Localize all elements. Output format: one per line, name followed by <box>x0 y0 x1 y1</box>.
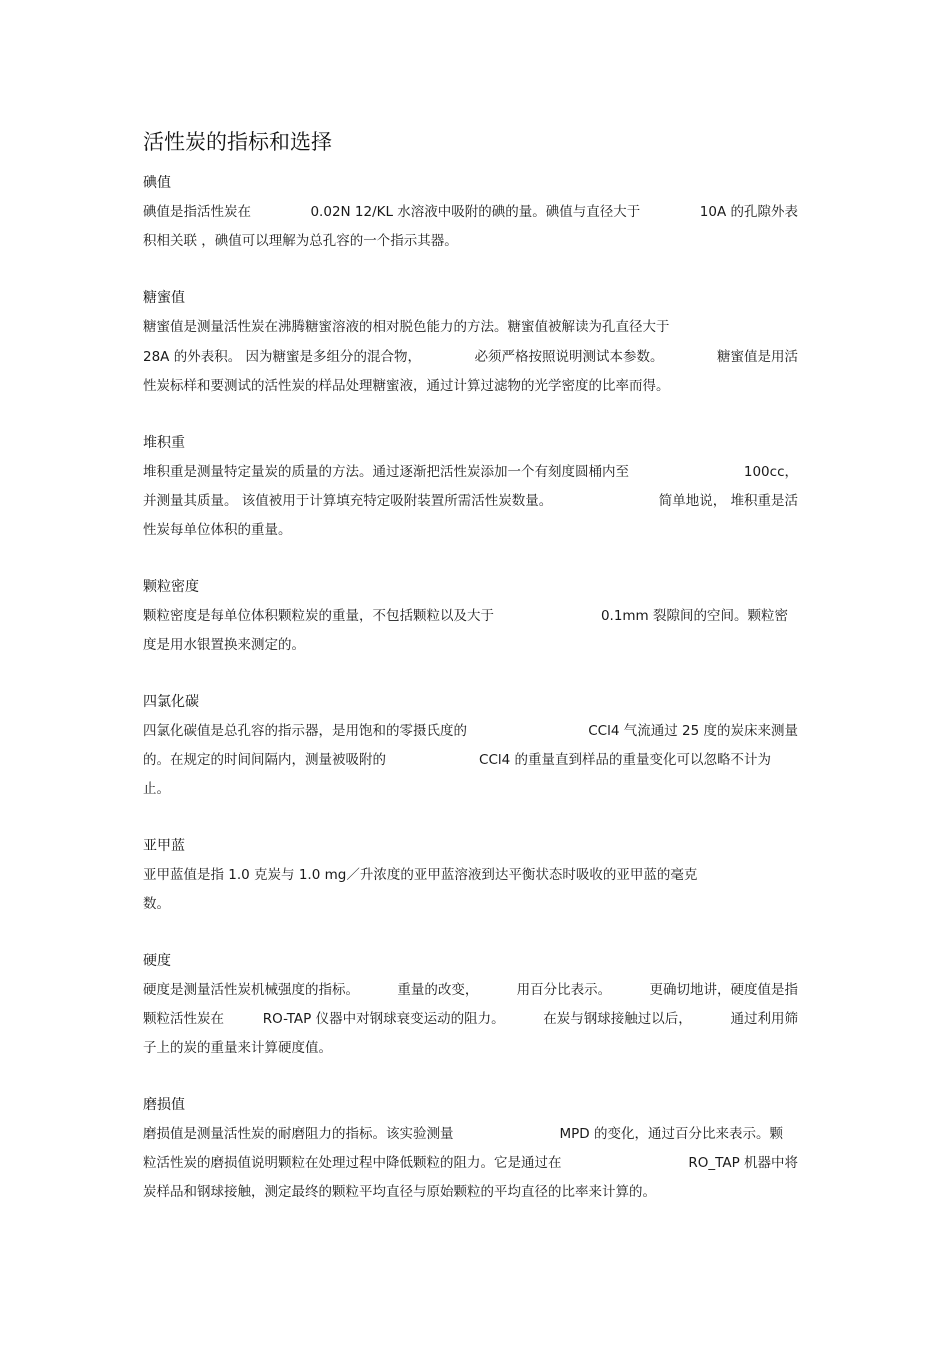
text-segment: 积相关联 ，碘值可以理解为总孔容的一个指示其器。 <box>143 233 458 249</box>
text-segment: 100cc， <box>743 464 798 480</box>
paragraph-line <box>143 750 771 779</box>
paragraph-line <box>143 606 788 635</box>
section-iodine-value <box>143 173 803 260</box>
text-segment: CCl4 气流通过 25 度的炭床来测量 <box>588 723 798 739</box>
text-segment: 颗粒密度是每单位体积颗粒炭的重量，不包括颗粒以及大于 <box>143 608 494 624</box>
section-heading: 磨损值 <box>143 1097 185 1113</box>
text-segment: 在炭与钢球接触过以后， <box>543 1011 692 1027</box>
text-segment: 止。 <box>143 781 170 797</box>
paragraph-line <box>143 1009 798 1038</box>
text-segment: MPD 的变化，通过百分比来表示。颗 <box>559 1126 783 1142</box>
section-heading: 碘值 <box>143 175 171 191</box>
text-segment: 粒活性炭的磨损值说明颗粒在处理过程中降低颗粒的阻力。它是通过在 <box>143 1155 562 1171</box>
paragraph-line <box>143 980 798 1009</box>
section-bulk-density <box>143 433 803 549</box>
text-segment: 28A 的外表积。 因为糖蜜是多组分的混合物， <box>143 349 421 365</box>
section-heading: 颗粒密度 <box>143 579 199 595</box>
paragraph-line <box>143 520 803 549</box>
section-abrasion-value <box>143 1095 803 1211</box>
text-segment: RO_TAP 机器中将 <box>688 1155 798 1171</box>
paragraph-line <box>143 779 803 808</box>
text-segment: RO-TAP 仪器中对钢球衰变运动的阻力。 <box>262 1011 505 1027</box>
text-segment: 糖蜜值是测量活性炭在沸腾糖蜜溶液的相对脱色能力的方法。糖蜜值被解读为孔直径大于 <box>143 319 670 335</box>
text-segment: 10A 的孔隙外表 <box>699 204 798 220</box>
paragraph-line <box>143 635 803 664</box>
text-segment: 性炭每单位体积的重量。 <box>143 522 292 538</box>
text-segment: 必须严格按照说明测试本参数。 <box>474 349 664 365</box>
paragraph-line <box>143 231 803 260</box>
paragraph-line <box>143 347 798 376</box>
text-segment: 子上的炭的重量来计算硬度值。 <box>143 1040 332 1056</box>
paragraph-line <box>143 202 798 231</box>
section-heading: 亚甲蓝 <box>143 838 185 854</box>
text-segment: 的。在规定的时间间隔内，测量被吸附的 <box>143 752 386 768</box>
paragraph-line <box>143 894 803 923</box>
text-segment: 0.1mm 裂隙间的空间。颗粒密 <box>600 608 788 624</box>
paragraph-line <box>143 376 803 405</box>
paragraph-line <box>143 462 798 491</box>
text-segment: 并测量其质量。 该值被用于计算填充特定吸附装置所需活性炭数量。 <box>143 493 553 509</box>
section-carbon-tetrachloride <box>143 692 803 808</box>
section-heading: 糖蜜值 <box>143 290 185 306</box>
section-particle-density <box>143 577 803 664</box>
text-segment: 四氯化碳值是总孔容的指示器，是用饱和的零摄氏度的 <box>143 723 467 739</box>
text-segment: 磨损值是测量活性炭的耐磨阻力的指标。该实验测量 <box>143 1126 454 1142</box>
paragraph-line <box>143 491 798 520</box>
section-hardness <box>143 951 803 1067</box>
text-segment: 性炭标样和要测试的活性炭的样品处理糖蜜液，通过计算过滤物的光学密度的比率而得。 <box>143 378 670 394</box>
text-segment: 糖蜜值是用活 <box>717 349 798 365</box>
text-segment: 简单地说， 堆积重是活 <box>658 493 798 509</box>
paragraph-line <box>143 1124 783 1153</box>
section-heading: 四氯化碳 <box>143 694 199 710</box>
text-segment: 更确切地讲，硬度值是指 <box>649 982 798 998</box>
text-segment: 碘值是指活性炭在 <box>143 204 251 220</box>
text-segment: 堆积重是测量特定量炭的质量的方法。通过逐渐把活性炭添加一个有刻度圆桶内至 <box>143 464 629 480</box>
section-heading: 硬度 <box>143 953 171 969</box>
paragraph-line <box>143 1182 803 1211</box>
paragraph-line <box>143 1038 803 1067</box>
text-segment: 亚甲蓝值是指 1.0 克炭与 1.0 mg／升浓度的亚甲蓝溶液到达平衡状态时吸收的亚甲蓝的毫克 <box>143 867 698 883</box>
paragraph-line <box>143 1153 798 1182</box>
text-segment: 炭样品和钢球接触，测定最终的颗粒平均直径与原始颗粒的平均直径的比率来计算的。 <box>143 1184 656 1200</box>
section-heading: 堆积重 <box>143 435 185 451</box>
paragraph-line <box>143 865 803 894</box>
text-segment: 颗粒活性炭在 <box>143 1011 224 1027</box>
section-molasses-value <box>143 288 803 405</box>
text-segment: 度是用水银置换来测定的。 <box>143 637 305 653</box>
text-segment: 用百分比表示。 <box>516 982 612 998</box>
text-segment: 硬度是测量活性炭机械强度的指标。 <box>143 982 359 998</box>
section-methylene-blue <box>143 836 803 923</box>
text-segment: 重量的改变， <box>397 982 479 998</box>
paragraph-line <box>143 721 798 750</box>
paragraph-line <box>143 317 803 346</box>
text-segment: CCl4 的重量直到样品的重量变化可以忽略不计为 <box>479 752 771 768</box>
page-title: 活性炭的指标和选择 <box>143 130 332 154</box>
text-segment: 0.02N 12/KL 水溶液中吸附的碘的量。碘值与直径大于 <box>310 204 641 220</box>
text-segment: 通过利用筛 <box>730 1011 798 1027</box>
text-segment: 数。 <box>143 896 170 912</box>
